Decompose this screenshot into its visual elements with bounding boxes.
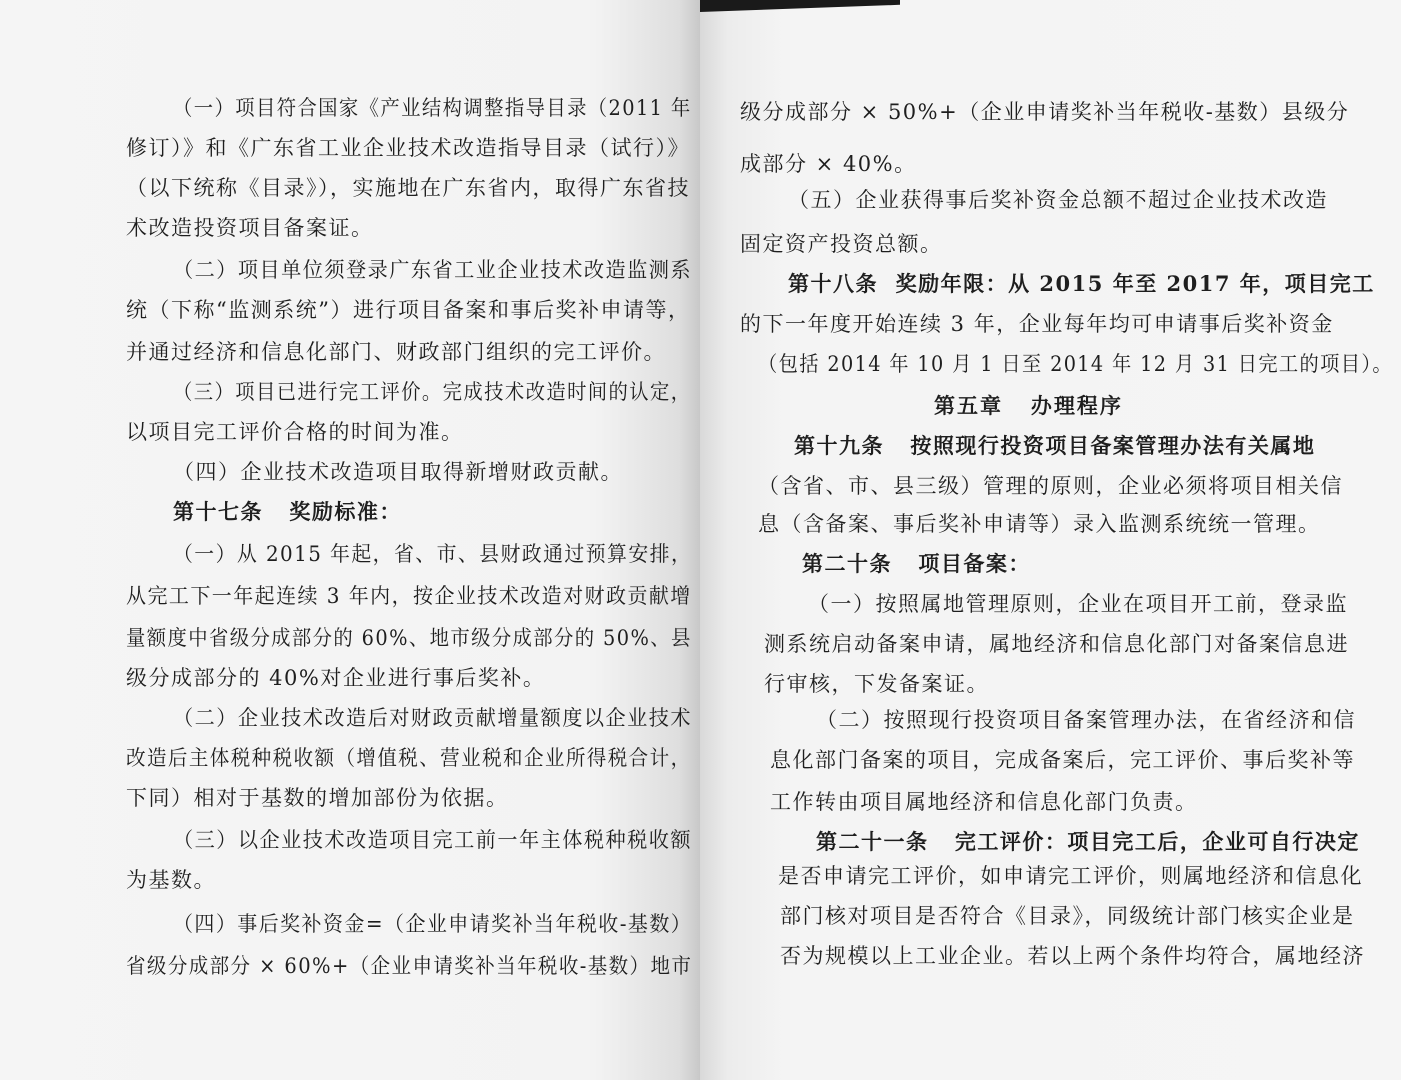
text-line: 部门核对项目是否符合《目录》，同级统计部门核实企业是 bbox=[780, 904, 1355, 928]
text-line: 工作转由项目属地经济和信息化部门负责。 bbox=[770, 790, 1198, 814]
text-line: （三）以企业技术改造项目完工前一年主体税种税收额 bbox=[173, 828, 692, 852]
text-line: （二）按照现行投资项目备案管理办法，在省经济和信 bbox=[816, 708, 1356, 732]
text-line: 的下一年度开始连续 3 年，企业每年均可申请事后奖补资金 bbox=[740, 312, 1334, 336]
text-line: 省级分成部分 × 60%+（企业申请奖补当年税收-基数）地市 bbox=[126, 954, 693, 978]
article-18-heading: 第十八条 奖励年限：从 2015 年至 2017 年，项目完工 bbox=[788, 271, 1375, 296]
text-line: （五）企业获得事后奖补资金总额不超过企业技术改造 bbox=[788, 188, 1328, 212]
text-line: 从完工下一年起连续 3 年内，按企业技术改造对财政贡献增 bbox=[126, 584, 692, 608]
text-line: 是否申请完工评价，如申请完工评价，则属地经济和信息化 bbox=[778, 864, 1363, 888]
text-line: 级分成部分的 40%对企业进行事后奖补。 bbox=[126, 666, 546, 690]
left-page bbox=[0, 0, 700, 1080]
text-line: （一）从 2015 年起，省、市、县财政通过预算安排， bbox=[173, 542, 693, 566]
text-line: 否为规模以上工业企业。若以上两个条件均符合，属地经济 bbox=[780, 944, 1365, 968]
text-line: 术改造投资项目备案证。 bbox=[126, 216, 374, 240]
text-line: 息化部门备案的项目，完成备案后，完工评价、事后奖补等 bbox=[770, 748, 1355, 772]
article-17-heading: 第十七条 奖励标准： bbox=[173, 499, 402, 524]
text-line: 量额度中省级分成部分的 60%、地市级分成部分的 50%、县 bbox=[126, 626, 692, 650]
text-line: （四）企业技术改造项目取得新增财政贡献。 bbox=[173, 460, 623, 484]
article-20-heading: 第二十条 项目备案： bbox=[802, 551, 1031, 576]
text-line: 级分成部分 × 50%+（企业申请奖补当年税收-基数）县级分 bbox=[740, 100, 1350, 124]
text-line: （一）按照属地管理原则，企业在项目开工前，登录监 bbox=[808, 592, 1348, 616]
text-line: 统（下称“监测系统”）进行项目备案和事后奖补申请等， bbox=[126, 298, 691, 322]
text-line: 测系统启动备案申请，属地经济和信息化部门对备案信息进 bbox=[764, 632, 1349, 656]
article-21-heading: 第二十一条 完工评价：项目完工后，企业可自行决定 bbox=[816, 829, 1360, 854]
text-line: 改造后主体税种税收额（增值税、营业税和企业所得税合计， bbox=[126, 746, 692, 770]
text-line: （包括 2014 年 10 月 1 日至 2014 年 12 月 31 日完工的项目）。 bbox=[758, 352, 1394, 376]
text-line: （四）事后奖补资金=（企业申请奖补当年税收-基数） bbox=[173, 912, 693, 936]
text-line: 以项目完工评价合格的时间为准。 bbox=[126, 420, 464, 444]
text-line: 固定资产投资总额。 bbox=[740, 232, 943, 256]
right-page bbox=[700, 0, 1401, 1080]
text-line: （一）项目符合国家《产业结构调整指导目录（2011 年 bbox=[173, 96, 692, 120]
text-line: （以下统称《目录》），实施地在广东省内，取得广东省技 bbox=[126, 176, 690, 200]
text-line: 为基数。 bbox=[126, 868, 216, 892]
text-line: （含省、市、县三级）管理的原则，企业必须将项目相关信 bbox=[758, 474, 1343, 498]
text-line: （三）项目已进行完工评价。完成技术改造时间的认定， bbox=[173, 380, 692, 404]
article-19-heading: 第十九条 按照现行投资项目备案管理办法有关属地 bbox=[794, 433, 1316, 458]
text-line: （二）企业技术改造后对财政贡献增量额度以企业技术 bbox=[173, 706, 692, 730]
text-line: （二）项目单位须登录广东省工业企业技术改造监测系 bbox=[173, 258, 692, 282]
text-line: 修订）》和《广东省工业企业技术改造指导目录（试行）》 bbox=[126, 136, 690, 160]
text-line: 并通过经济和信息化部门、财政部门组织的完工评价。 bbox=[126, 340, 666, 364]
chapter-title: 第五章 办理程序 bbox=[934, 393, 1123, 418]
text-line: 行审核，下发备案证。 bbox=[764, 672, 989, 696]
text-line: 下同）相对于基数的增加部份为依据。 bbox=[126, 786, 509, 810]
text-line: 成部分 × 40%。 bbox=[740, 152, 917, 176]
text-line: 息（含备案、事后奖补申请等）录入监测系统统一管理。 bbox=[758, 512, 1321, 536]
